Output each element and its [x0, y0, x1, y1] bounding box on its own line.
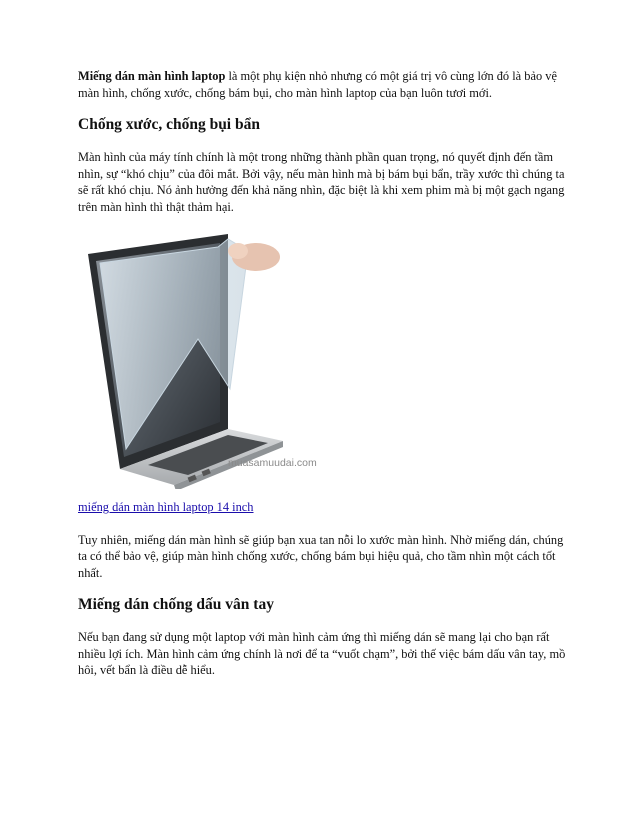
section-heading-scratch: Chống xước, chống bụi bẩn — [78, 116, 260, 133]
intro-paragraph — [78, 68, 568, 101]
laptop-illustration — [78, 229, 308, 489]
section-paragraph-scratch: Màn hình của máy tính chính là một trong những thành phần quan trọng, nó quyết định đến tầm nhìn, sự “khó chịu” của đôi mắt. Bởi vậy, nếu màn hình mà bị bám bụi bẩn, trầy xước thì chúng ta sẽ rất khó chịu. Nó ảnh hưởng đến khả năng nhìn, đặc biệt là khi xem phim mà bị một gạch ngang trên màn hình thì thật thảm hại. — [78, 150, 565, 214]
section-heading-fingerprint: Miếng dán chống dấu vân tay — [78, 596, 274, 613]
section-paragraph-fingerprint: Nếu bạn đang sử dụng một laptop với màn hình cảm ứng thì miếng dán sẽ mang lại cho bạn rất nhiều lợi ích. Màn hình cảm ứng chính là nơi để ta “vuốt chạm”, bởi thế việc bám dấu vân tay, mồ hôi, vết bẩn là điều dễ hiểu. — [78, 630, 566, 677]
image-caption-link[interactable]: miếng dán màn hình laptop 14 inch — [78, 500, 254, 514]
document-page — [78, 68, 568, 679]
paragraph-protection: Tuy nhiên, miếng dán màn hình sẽ giúp bạn xua tan nỗi lo xước màn hình. Nhờ miếng dán, chúng ta có thể bảo vệ, giúp màn hình chống xước, chống bám bụi hiệu quả, cho tầm nhìn một cách tốt nhất. — [78, 532, 564, 580]
image-watermark: muasamuudai.com — [228, 457, 317, 469]
laptop-screen-protector-image — [78, 229, 317, 489]
intro-text: là một phụ kiện nhỏ nhưng có một giá trị vô cùng lớn đó là bảo vệ màn hình, chống xước, chống bám bụi, cho màn hình laptop của bạn luôn tươi mới. — [78, 69, 557, 100]
intro-bold-term: Miếng dán màn hình laptop — [78, 69, 226, 83]
